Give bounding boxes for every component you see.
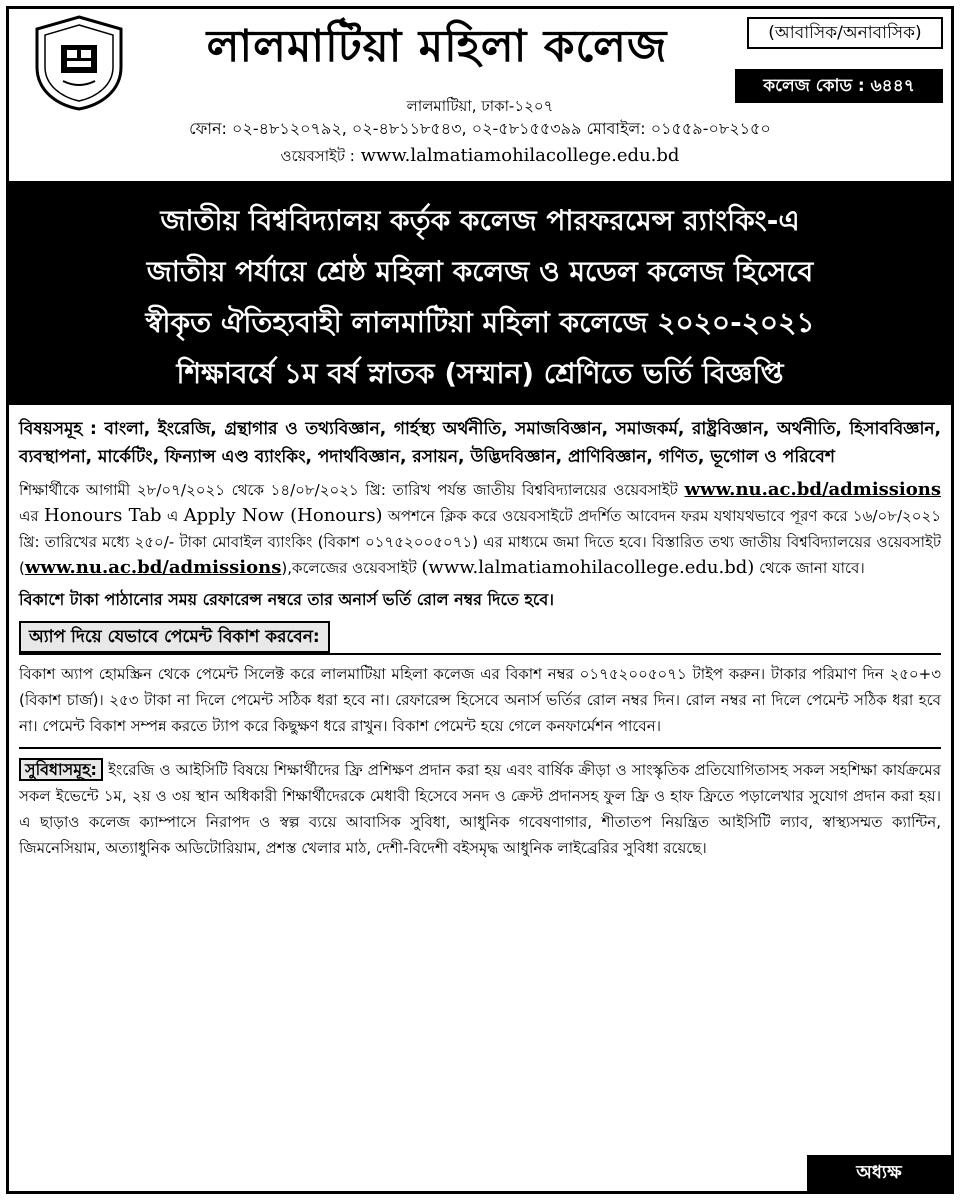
- benefits-section: [19, 757, 941, 861]
- nu-admissions-link-2[interactable]: www.nu.ac.bd/admissions: [24, 557, 282, 578]
- contact-phone: ফোন: ০২-৪৮১২০৭৯২, ০২-৪৮১১৮৫৪৩, ০২-৫৮১৫৫৩৯৯ মোবাইল: ০১৫৫৯-০৮২১৫০: [189, 119, 771, 138]
- application-text: এর: [19, 507, 39, 525]
- website-label: ওয়েবসাইট :: [280, 147, 355, 165]
- application-text: এ: [166, 507, 179, 525]
- college-code-badge: কলেজ কোড : ৬৪৪৭: [735, 69, 943, 103]
- application-text: শিক্ষার্থীকে আগামী ২৮/০৭/২০২১ থেকে ১৪/০৮/২০২১ খ্রি: তারিখ পর্যন্ত জাতীয় বিশ্ববিদ্যালয়ের ওয়েবসাইট: [19, 481, 678, 499]
- college-website: [9, 143, 951, 169]
- benefits-text: ইংরেজি ও আইসিটি বিষয়ে শিক্ষার্থীদের ফ্রি প্রশিক্ষণ প্রদান করা হয় এবং বার্ষিক ক্রীড়া ও সাংস্কৃতিক প্রতিযোগিতাসহ সকল সহশিক্ষা কার্যক্রমের সকল ইভেন্টে ১ম, ২য় ও ৩য় স্থান অধিকারী শিক্ষার্থীদেরকে মেধাবী হিসেবে সনদ ও ক্রেস্ট প্রদানসহ ফুল ফ্রি ও হাফ ফ্রিতে পড়ালেখার সুযোগ প্রদান করা হয়। এ ছাড়াও কলেজ ক্যাম্পাসে নিরাপদ ও স্বল্প ব্যয়ে আবাসিক সুবিধা, আধুনিক গবেষণাগার, শীতাতপ নিয়ন্ত্রিত আইসিটি ল্যাব, স্বাস্থ্যসম্মত ক্যান্টিন, জিমনেসিয়াম, অত্যাধুনিক অডিটোরিয়াম, প্রশস্ত খেলার মাঠ, দেশী-বিদেশী বইসমৃদ্ধ আধুনিক লাইব্রেরির সুবিধা রয়েছে।: [19, 761, 941, 857]
- college-website-text: (www.lalmatiamohilacollege.edu.bd): [421, 557, 755, 578]
- application-instructions: [19, 477, 941, 581]
- banner-line: স্বীকৃত ঐতিহ্যবাহী লালমাটিয়া মহিলা কলেজে ২০২০-২০২১: [145, 306, 815, 339]
- subject-list: বিষয়সমূহ : বাংলা, ইংরেজি, গ্রন্থাগার ও তথ্যবিজ্ঞান, গার্হস্থ্য অর্থনীতি, সমাজবিজ্ঞান, সমাজকর্ম, রাষ্ট্রবিজ্ঞান, অর্থনীতি, হিসাববিজ্ঞান, ব্যবস্থাপনা, মার্কেটিং, ফিন্যান্স এণ্ড ব্যাংকিং, পদার্থবিজ্ঞান, রসায়ন, উদ্ভিদবিজ্ঞান, প্রাণিবিজ্ঞান, গণিত, ভূগোল ও পরিবেশ: [19, 419, 941, 467]
- application-text: অপশনে ক্লিক করে ওয়েবসাইটে প্রদর্শিত আবেদন ফরম যথাযথভাবে পূরণ করে ১৬/০৮/২০২১ খ্রি: তারিখের মধ্যে ২৫০/- টাকা মোবাইল ব্যাংকিং (বিকাশ ০১৭৫২০০৫০৭১) এর মাধ্যমে জমা দিতে হবে। বিস্তারিত তথ্য জাতীয় বিশ্ববিদ্যালয়ের ওয়েবসাইট (: [19, 507, 941, 577]
- benefits-label: সুবিধাসমূহ:: [19, 758, 103, 781]
- honours-tab-text: Honours Tab: [44, 505, 162, 526]
- application-text: থেকে জানা যাবে।: [759, 559, 865, 577]
- principal-signature: অধ্যক্ষ: [807, 1155, 951, 1191]
- notice-body: [9, 409, 951, 861]
- bkash-reference-note: বিকাশে টাকা পাঠানোর সময় রেফারেন্স নম্বরে তার অনার্স ভর্তি রোল নম্বর দিতে হবে।: [19, 590, 554, 609]
- college-address: লালমাটিয়া, ঢাকা-১২০৭: [406, 97, 554, 115]
- residential-badge: (আবাসিক/অনাবাসিক): [747, 17, 943, 49]
- banner-line: শিক্ষাবর্ষে ১ম বর্ষ স্নাতক (সম্মান) শ্রেণিতে ভর্তি বিজ্ঞপ্তি: [176, 357, 784, 390]
- admission-banner: [9, 181, 951, 405]
- nu-admissions-link[interactable]: www.nu.ac.bd/admissions: [684, 479, 941, 500]
- college-name: লালমাটিয়া মহিলা কলেজ: [206, 21, 668, 72]
- application-text: ),কলেজের ওয়েবসাইট: [281, 559, 417, 577]
- banner-line: জাতীয় বিশ্ববিদ্যালয় কর্তৃক কলেজ পারফরমেন্স র‍্যাংকিং-এ: [160, 204, 800, 237]
- notice-header: [9, 9, 951, 181]
- section-divider: [19, 747, 941, 749]
- payment-heading: অ্যাপ দিয়ে যেভাবে পেমেন্ট বিকাশ করবেন:: [19, 621, 330, 653]
- apply-now-text: Apply Now (Honours): [183, 505, 383, 526]
- banner-line: জাতীয় পর্যায়ে শ্রেষ্ঠ মহিলা কলেজ ও মডেল কলেজ হিসেবে: [146, 255, 814, 288]
- section-divider: [19, 653, 941, 655]
- website-url: www.lalmatiamohilacollege.edu.bd: [360, 145, 680, 166]
- payment-instructions: বিকাশ অ্যাপ হোমস্ক্রিন থেকে পেমেন্ট সিলেক্ট করে লালমাটিয়া মহিলা কলেজ এর বিকাশ নম্বর ০১৭৫২০০৫০৭১ টাইপ করুন। টাকার পরিমাণ দিন ২৫০+৩ (বিকাশ চার্জ)। ২৫৩ টাকা না দিলে পেমেন্ট সঠিক ধরা হবে না। রেফারেন্স হিসেবে অনার্স ভর্তির রোল নম্বর দিন। রোল নম্বর না দিলে পেমেন্ট সঠিক ধরা হবে না। পেমেন্ট বিকাশ সম্পন্ন করতে ট্যাপ করে কিছুক্ষণ ধরে রাখুন। বিকাশ পেমেন্ট হয়ে গেলে কনফার্মেশন পাবেন।: [19, 665, 941, 735]
- admission-notice: [6, 6, 954, 1194]
